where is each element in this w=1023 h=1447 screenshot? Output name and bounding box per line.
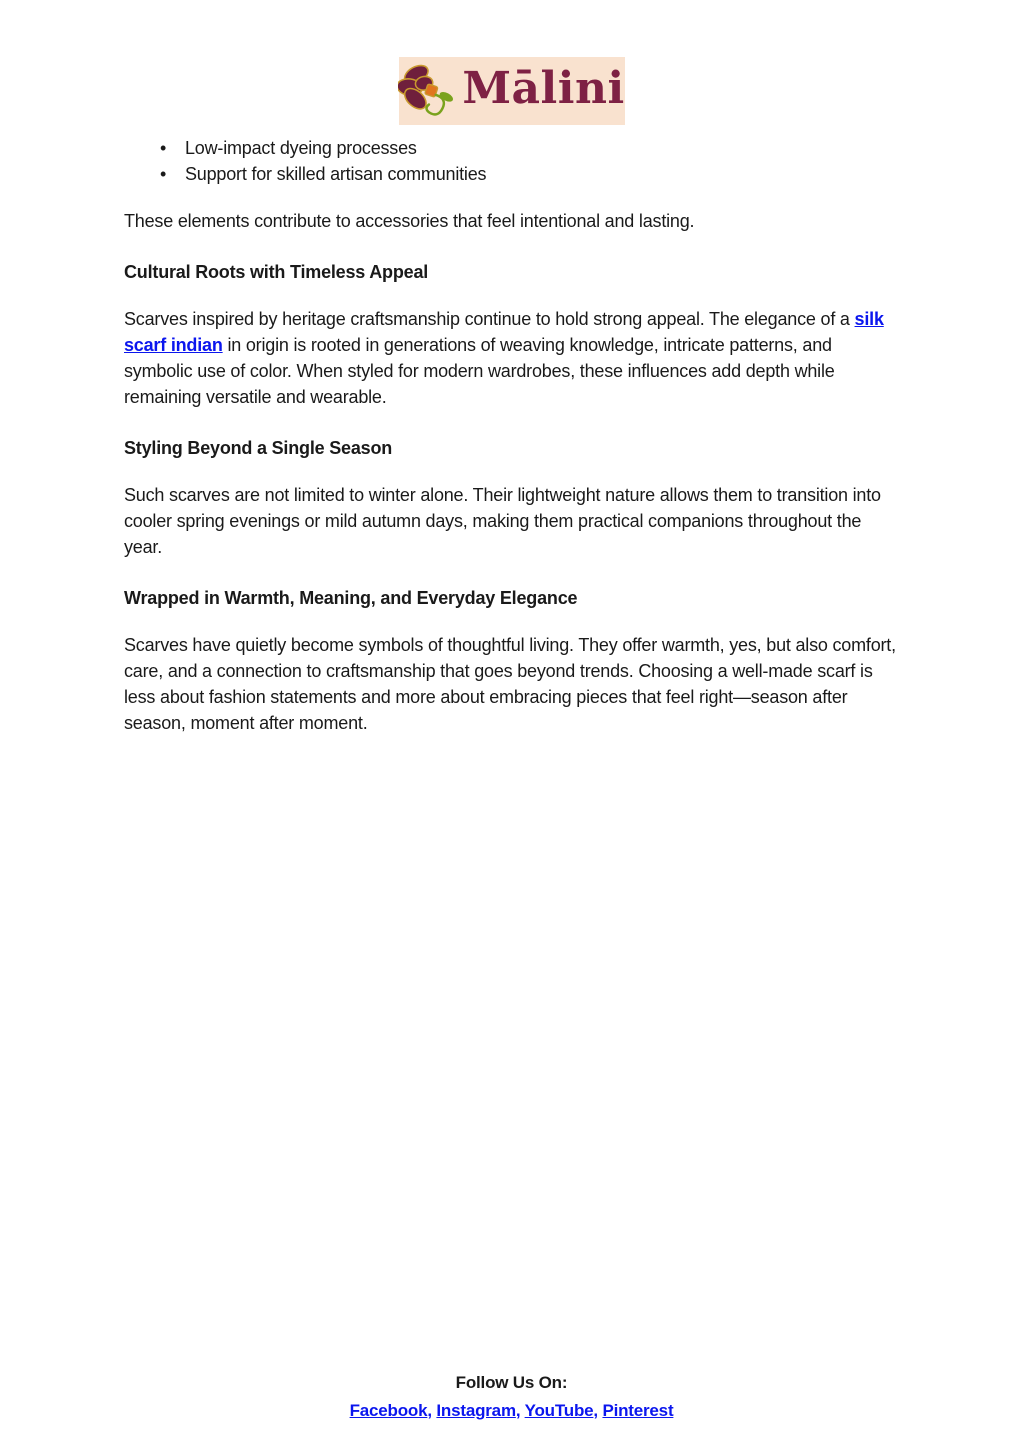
- brand-logo: [399, 57, 625, 125]
- paragraph-text: Scarves inspired by heritage craftsmanship continue to hold strong appeal. The elegance of a: [124, 309, 855, 329]
- footer: [0, 1369, 1023, 1425]
- silk-scarf-indian-link[interactable]: silk scarf indian: [124, 309, 884, 355]
- paragraph-intro: These elements contribute to accessories that feel intentional and lasting.: [124, 211, 695, 231]
- article-body: [124, 135, 897, 736]
- list-item: • Support for skilled artisan communities: [160, 161, 897, 187]
- pinterest-link[interactable]: Pinterest: [602, 1401, 674, 1420]
- flower-icon: [398, 62, 456, 120]
- section-heading-styling: Styling Beyond a Single Season: [124, 438, 393, 458]
- section-heading-wrapped: Wrapped in Warmth, Meaning, and Everyday Elegance: [124, 588, 578, 608]
- instagram-link[interactable]: Instagram: [436, 1401, 516, 1420]
- link-separator: ,: [427, 1401, 437, 1420]
- section-heading-cultural-roots: Cultural Roots with Timeless Appeal: [124, 262, 429, 282]
- link-separator: ,: [515, 1401, 525, 1420]
- follow-us-label: Follow Us On:: [455, 1373, 568, 1392]
- paragraph-cultural-roots: [124, 306, 897, 410]
- facebook-link[interactable]: Facebook: [349, 1401, 428, 1420]
- benefits-list: [160, 135, 897, 187]
- document-page: [0, 57, 1023, 1447]
- youtube-link[interactable]: YouTube: [524, 1401, 594, 1420]
- paragraph-wrapped: Scarves have quietly become symbols of thoughtful living. They offer warmth, yes, but also comfort, care, and a connection to craftsmanship that goes beyond trends. Choosing a well-made scarf is less about fashion statements and more about embracing pieces that feel right—season after season, moment after moment.: [124, 635, 896, 733]
- link-separator: ,: [593, 1401, 603, 1420]
- brand-name: Mālini: [462, 63, 625, 114]
- list-item: • Low-impact dyeing processes: [160, 135, 897, 161]
- social-links: [0, 1397, 1023, 1425]
- paragraph-text: in origin is rooted in generations of weaving knowledge, intricate patterns, and symbolic use of color. When styled for modern wardrobes, these influences add depth while remaining versatile and wearable.: [124, 335, 835, 407]
- paragraph-styling: Such scarves are not limited to winter alone. Their lightweight nature allows them to transition into cooler spring evenings or mild autumn days, making them practical companions throughout the year.: [124, 485, 881, 557]
